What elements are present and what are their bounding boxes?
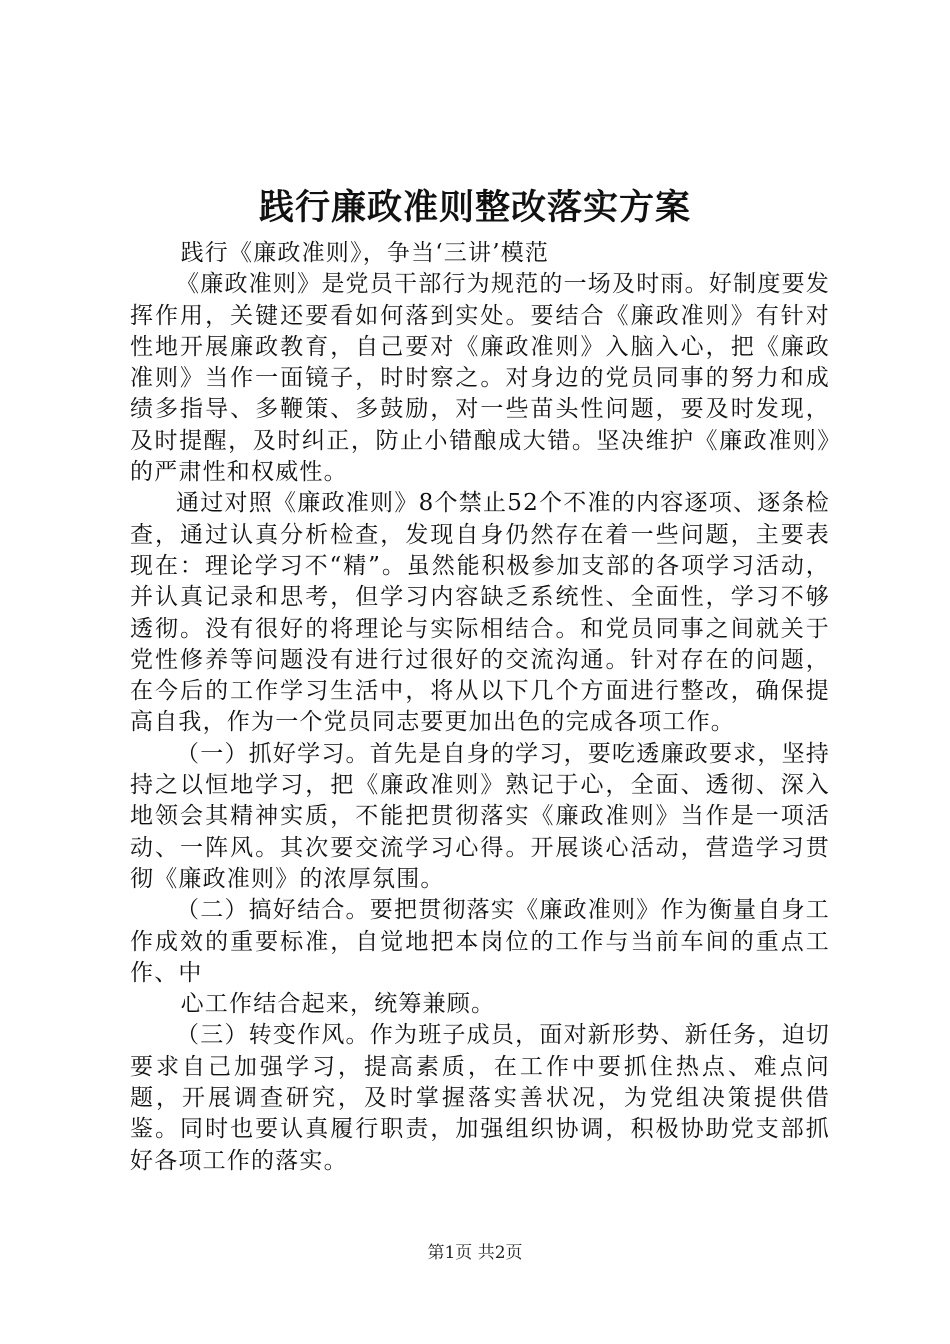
page-total: 共2页 bbox=[477, 1243, 523, 1263]
body-paragraph: （三）转变作风。作为班子成员，面对新形势、新任务，迫切要求自己加强学习，提高素质，在工作中要抓住热点、难点问题，开展调查研究，及时掌握落实善状况，为党组决策提供借鉴。同时也要认真履行职责，加强组织协调，积极协助党支部抓好各项工作的落实。 bbox=[130, 1022, 830, 1174]
body-paragraph: 通过对照《廉政准则》8个禁止52个不准的内容逐项、逐条检查，通过认真分析检查，发现自身仍然存在着一些问题，主要表现在：理论学习不“精”。虽然能积极参加支部的各项学习活动，并认真记录和思考，但学习内容缺乏系统性、全面性，学习不够透彻。没有很好的将理论与实际相结合。和党员同事之间就关于党性修养等问题没有进行过很好的交流沟通。针对存在的问题，在今后的工作学习生活中，将从以下几个方面进行整改，确保提高自我，作为一个党员同志要更加出色的完成各项工作。 bbox=[130, 490, 830, 736]
body-paragraph: 《廉政准则》是党员干部行为规范的一场及时雨。好制度要发挥作用，关键还要看如何落到实处。要结合《廉政准则》有针对性地开展廉政教育，自己要对《廉政准则》入脑入心，把《廉政准则》当作一面镜子，时时察之。对身边的党员同事的努力和成绩多指导、多鞭策、多鼓励，对一些苗头性问题，要及时发现，及时提醒，及时纠正，防止小错酿成大错。坚决维护《廉政准则》的严肃性和权威性。 bbox=[130, 271, 830, 486]
page-footer bbox=[0, 1242, 950, 1264]
document-title: 践行廉政准则整改落实方案 bbox=[258, 187, 691, 228]
document-body bbox=[130, 238, 830, 1177]
page-number: 第1页 bbox=[427, 1243, 473, 1263]
subheading-paragraph: 践行《廉政准则》，争当‘三讲’模范 bbox=[180, 240, 550, 266]
body-paragraph: （一）抓好学习。首先是自身的学习，要吃透廉政要求，坚持持之以恒地学习，把《廉政准则》熟记于心，全面、透彻、深入地领会其精神实质，不能把贯彻落实《廉政准则》当作是一项活动、一阵风。其次要交流学习心得。开展谈心活动，营造学习贯彻《廉政准则》的浓厚氛围。 bbox=[130, 740, 830, 892]
body-paragraph: （二）搞好结合。要把贯彻落实《廉政准则》作为衡量自身工作成效的重要标准，自觉地把本岗位的工作与当前车间的重点工作、中 bbox=[130, 897, 830, 986]
continuation-paragraph: 心工作结合起来，统筹兼顾。 bbox=[180, 991, 496, 1018]
